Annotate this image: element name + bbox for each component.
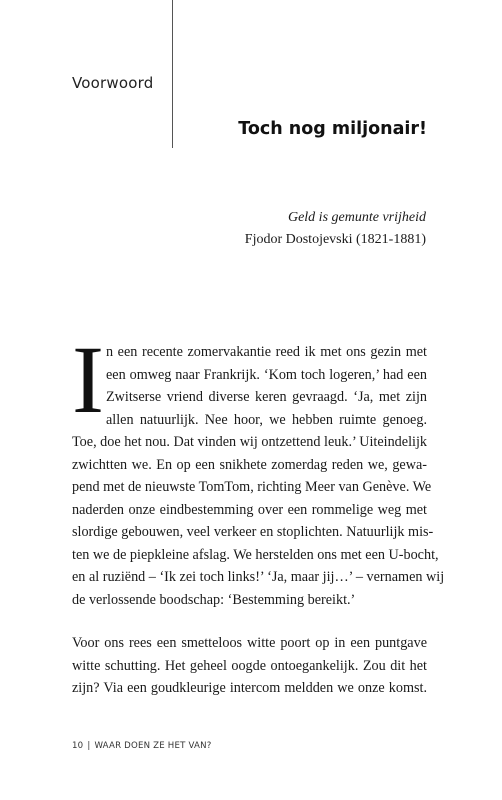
- text-line: Voor ons rees een smetteloos witte poort op in een puntgave: [72, 635, 427, 651]
- text-line: naderden onze eindbestemming over een rommelige weg met: [72, 501, 427, 518]
- text-line: ten we de piepkleine afslag. We herstelden ons met een U-bocht,: [72, 546, 439, 563]
- motto-quote: Geld is gemunte vrijheid: [287, 210, 426, 225]
- text-line: een omweg naar Frankrijk. ‘Kom toch logeren,’ had een: [106, 366, 427, 383]
- text-line: zijn? Via een goudkleurige intercom meldden we onze komst.: [72, 680, 427, 696]
- motto: [245, 207, 426, 251]
- footer-separator: |: [87, 741, 91, 751]
- running-title: WAAR DOEN ZE HET VAN?: [94, 741, 212, 751]
- text-line: en al ruziënd – ‘Ik zei toch links!’ ‘Ja, maar jij…’ – vernamen wij: [72, 569, 445, 585]
- motto-author: Fjodor Dostojevski (1821-1881): [244, 232, 426, 247]
- text-line: slordige gebouwen, veel verkeer en stoplichten. Natuurlijk mis-: [72, 524, 434, 540]
- text-line: Toe, doe het nou. Dat vinden wij ontzettend leuk.’ Uiteindelijk: [72, 434, 427, 450]
- page-number: 10: [72, 741, 84, 751]
- text-line: Zwitserse vriend diverse keren gevraagd. ‘Ja, met zijn: [106, 389, 427, 405]
- text-line: witte schutting. Het geheel oogde ontoegankelijk. Zou dit het: [72, 657, 427, 674]
- vertical-rule: [172, 0, 173, 148]
- section-label: Voorwoord: [72, 74, 154, 92]
- page-footer: [72, 741, 211, 751]
- paragraph-2: [72, 632, 427, 700]
- text-line: de verlossende boodschap: ‘Bestemming bereikt.’: [72, 591, 356, 608]
- text-line: n een recente zomervakantie reed ik met ons gezin met: [106, 344, 427, 360]
- text-line: zwichtten we. En op een snikhete zomerdag reden we, gewa-: [72, 456, 427, 473]
- dropcap: I: [72, 326, 104, 433]
- text-line: pend met de nieuwste TomTom, richting Meer van Genève. We: [72, 479, 432, 495]
- text-line: allen natuurlijk. Nee hoor, we hebben ruimte genoeg.: [106, 411, 427, 428]
- chapter-title: Toch nog miljonair!: [238, 119, 427, 139]
- paragraph-1: [72, 326, 445, 611]
